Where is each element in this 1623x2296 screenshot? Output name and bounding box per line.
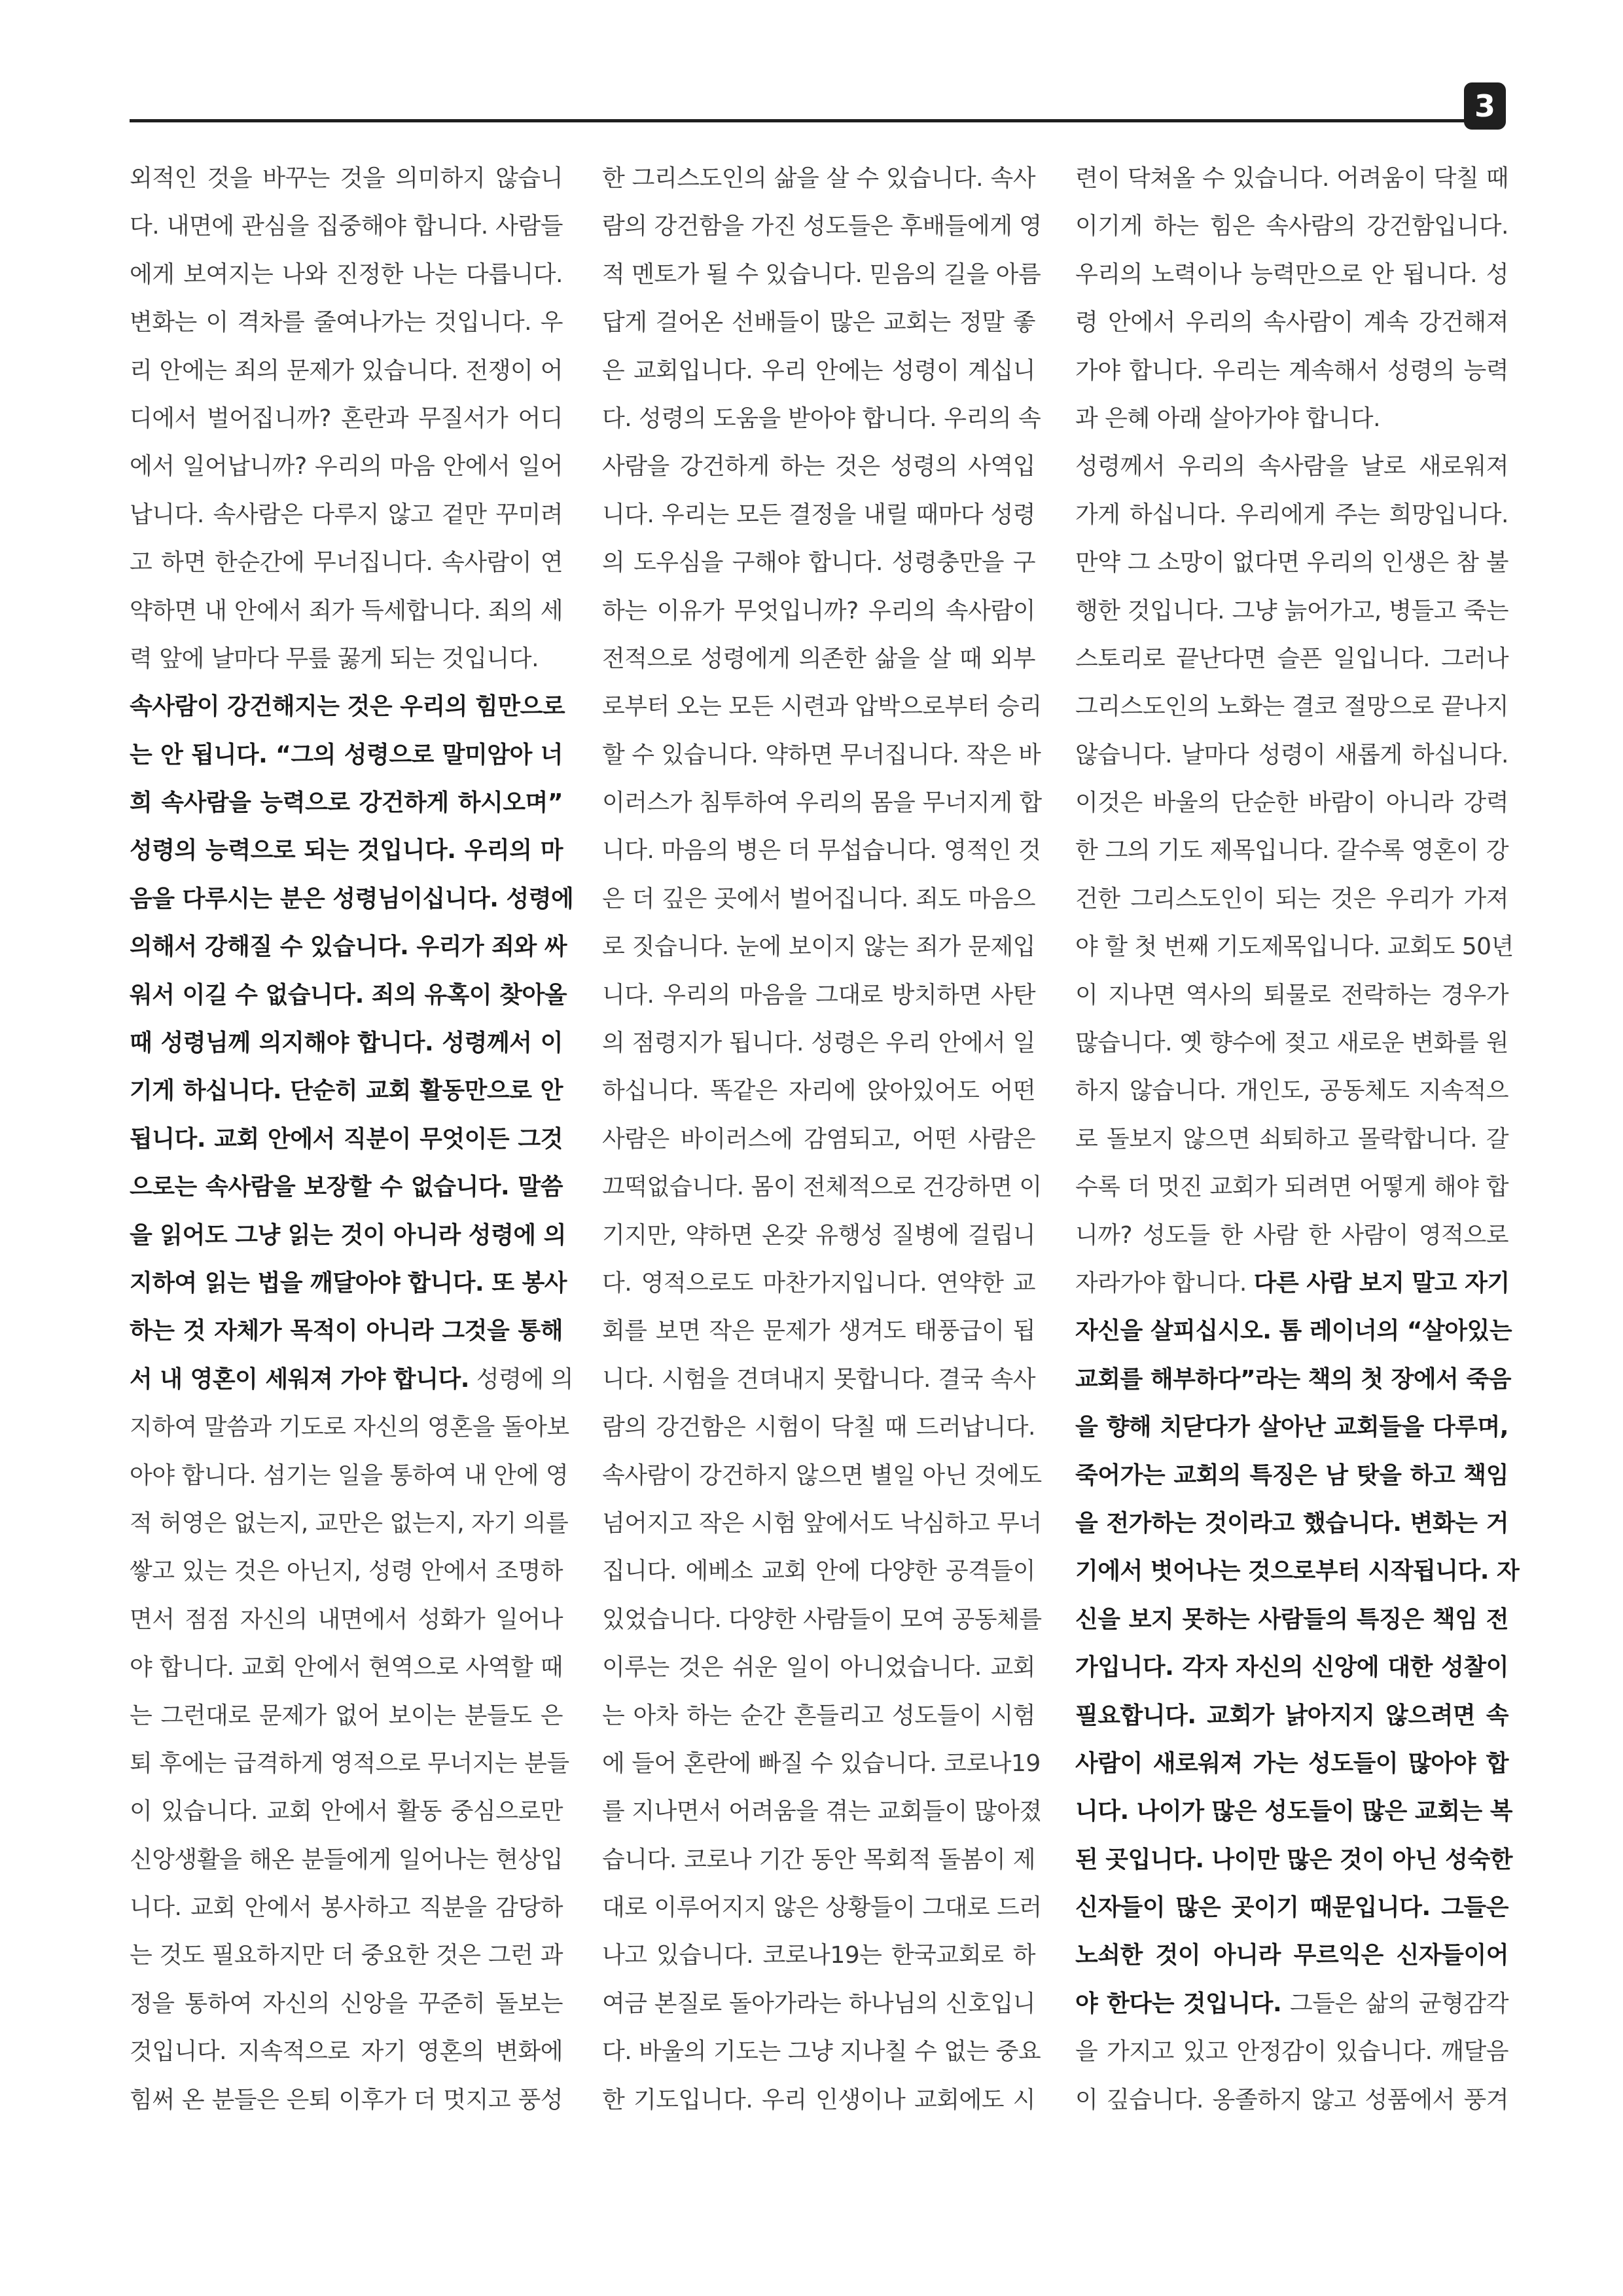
text-line: 필요합니다. 교회가 낡아지지 않으려면 속 xyxy=(1075,1702,1508,1729)
text-line: 때 성령님께 의지해야 합니다. 성령께서 이 xyxy=(130,1030,563,1057)
text-line: 습니다. 코로나 기간 동안 목회적 돌봄이 제 xyxy=(602,1846,1035,1873)
text-line: 에게 보여지는 나와 진정한 나는 다릅니다. xyxy=(130,260,563,288)
text-line: 는 것도 필요하지만 더 중요한 것은 그런 과 xyxy=(130,1942,563,1969)
text-line: 외적인 것을 바꾸는 것을 의미하지 않습니 xyxy=(130,165,563,192)
text-line: 로부터 오는 모든 시련과 압박으로부터 승리 xyxy=(602,693,1042,721)
text-line: 스토리로 끝난다면 슬픈 일입니다. 그러나 xyxy=(1075,645,1508,672)
text-line: 을 전가하는 것이라고 했습니다. 변화는 거 xyxy=(1075,1509,1508,1537)
text-line: 힘써 온 분들은 은퇴 이후가 더 멋지고 풍성 xyxy=(130,2086,563,2113)
text-line: 신앙생활을 해온 분들에게 일어나는 현상입 xyxy=(130,1846,563,1873)
text-line xyxy=(1075,1259,1508,1307)
text-line: 한 그리스도인의 삶을 살 수 있습니다. 속사 xyxy=(602,165,1035,192)
text-line: 속사람이 강건하지 않으면 별일 아닌 것에도 xyxy=(602,1462,1042,1489)
text-line: 음을 다루시는 분은 성령님이십니다. 성령에 xyxy=(130,885,574,912)
text-line: 는 아차 하는 순간 흔들리고 성도들이 시험 xyxy=(602,1702,1035,1729)
text-line: 한 기도입니다. 우리 인생이나 교회에도 시 xyxy=(602,2086,1035,2113)
text-line: 적 멘토가 될 수 있습니다. 믿음의 길을 아름 xyxy=(602,260,1041,288)
text-line: 기지만, 약하면 온갖 유행성 질병에 걸립니 xyxy=(602,1221,1035,1249)
text-line: 이러스가 침투하여 우리의 몸을 무너지게 합 xyxy=(602,789,1042,817)
text-line: 은 더 깊은 곳에서 벌어집니다. 죄도 마음으 xyxy=(602,885,1035,912)
text-line: 가야 합니다. 우리는 계속해서 성령의 능력 xyxy=(1075,357,1508,384)
text-line: 사람은 바이러스에 감염되고, 어떤 사람은 xyxy=(602,1125,1035,1153)
text-line: 워서 이길 수 없습니다. 죄의 유혹이 찾아올 xyxy=(130,981,567,1009)
text-line: 지하여 읽는 법을 깨달아야 합니다. 또 봉사 xyxy=(130,1269,567,1297)
text-line: 다. 바울의 기도는 그냥 지나칠 수 없는 중요 xyxy=(602,2038,1041,2066)
text-line: 야 할 첫 번째 기도제목입니다. 교회도 50년 xyxy=(1075,933,1514,961)
text-line: 은 교회입니다. 우리 안에는 성령이 계십니 xyxy=(602,357,1035,384)
text-line: 집니다. 에베소 교회 안에 다양한 공격들이 xyxy=(602,1558,1035,1585)
text-line: 다. 영적으로도 마찬가지입니다. 연약한 교 xyxy=(602,1269,1035,1297)
text-line: 기에서 벗어나는 것으로부터 시작됩니다. 자 xyxy=(1075,1558,1520,1585)
text-line: 는 안 됩니다. “그의 성령으로 말미암아 너 xyxy=(130,741,563,768)
text-line: 된 곳입니다. 나이만 많은 것이 아닌 성숙한 xyxy=(1075,1846,1513,1873)
text-line: 있었습니다. 다양한 사람들이 모여 공동체를 xyxy=(602,1605,1042,1633)
text-line: 가입니다. 각자 자신의 신앙에 대한 성찰이 xyxy=(1075,1654,1508,1681)
text-line: 의해서 강해질 수 있습니다. 우리가 죄와 싸 xyxy=(130,933,567,961)
text-line: 람의 강건함은 시험이 닥칠 때 드러납니다. xyxy=(602,1414,1035,1441)
text-line: 성령의 능력으로 되는 것입니다. 우리의 마 xyxy=(130,837,563,865)
text-line: 고 하면 한순간에 무너집니다. 속사람이 연 xyxy=(130,549,563,577)
text-line: 퇴 후에는 급격하게 영적으로 무너지는 분들 xyxy=(130,1749,569,1777)
text-column-1 xyxy=(130,154,574,2124)
text-line: 한 그의 기도 제목입니다. 갈수록 영혼이 강 xyxy=(1075,837,1508,865)
text-segment: 야 한다는 것입니다. xyxy=(1075,1990,1282,2017)
text-line: 적 허영은 없는지, 교만은 없는지, 자기 의를 xyxy=(130,1509,569,1537)
text-line: 신자들이 많은 곳이기 때문입니다. 그들은 xyxy=(1075,1894,1508,1922)
text-line: 니다. 마음의 병은 더 무섭습니다. 영적인 것 xyxy=(602,837,1041,865)
text-line: 다. 내면에 관심을 집중해야 합니다. 사람들 xyxy=(130,213,563,240)
text-segment: 서 내 영혼이 세워져 가야 합니다. xyxy=(130,1365,469,1393)
text-line: 이루는 것은 쉬운 일이 아니었습니다. 교회 xyxy=(602,1654,1035,1681)
text-line: 의 도우심을 구해야 합니다. 성령충만을 구 xyxy=(602,549,1035,577)
text-line: 많습니다. 옛 향수에 젖고 새로운 변화를 원 xyxy=(1075,1030,1508,1057)
text-line: 아야 합니다. 섬기는 일을 통하여 내 안에 영 xyxy=(130,1462,569,1489)
text-line: 우리의 노력이나 능력만으로 안 됩니다. 성 xyxy=(1075,260,1508,288)
text-line: 리 안에는 죄의 문제가 있습니다. 전쟁이 어 xyxy=(130,357,563,384)
text-line: 에서 일어납니까? 우리의 마음 안에서 일어 xyxy=(130,453,563,480)
text-line: 쌓고 있는 것은 아닌지, 성령 안에서 조명하 xyxy=(130,1558,563,1585)
text-line: 넘어지고 작은 시험 앞에서도 낙심하고 무너 xyxy=(602,1509,1042,1537)
text-line: 납니다. 속사람은 다루지 않고 겉만 꾸미려 xyxy=(130,501,563,528)
text-line: 지하여 말씀과 기도로 자신의 영혼을 돌아보 xyxy=(130,1414,569,1441)
text-line: 이 지나면 역사의 퇴물로 전락하는 경우가 xyxy=(1075,981,1508,1009)
text-line: 하십니다. 똑같은 자리에 앉아있어도 어떤 xyxy=(602,1077,1035,1105)
text-line: 디에서 벌어집니까? 혼란과 무질서가 어디 xyxy=(130,404,563,432)
text-line: 련이 닥쳐올 수 있습니다. 어려움이 닥칠 때 xyxy=(1075,165,1508,192)
text-line: 전적으로 성령에게 의존한 삶을 살 때 외부 xyxy=(602,645,1035,672)
text-line: 이 있습니다. 교회 안에서 활동 중심으로만 xyxy=(130,1798,563,1825)
text-line: 하는 이유가 무엇입니까? 우리의 속사람이 xyxy=(602,597,1035,624)
text-line: 행한 것입니다. 그냥 늙어가고, 병들고 죽는 xyxy=(1075,597,1508,624)
text-line: 하지 않습니다. 개인도, 공동체도 지속적으 xyxy=(1075,1077,1508,1105)
text-line: 으로는 속사람을 보장할 수 없습니다. 말씀 xyxy=(130,1174,563,1201)
text-line: 야 합니다. 교회 안에서 현역으로 사역할 때 xyxy=(130,1654,563,1681)
text-line: 이것은 바울의 단순한 바람이 아니라 강력 xyxy=(1075,789,1508,817)
text-line: 변화는 이 격차를 줄여나가는 것입니다. 우 xyxy=(130,309,563,336)
text-line: 이 깊습니다. 옹졸하지 않고 성품에서 풍겨 xyxy=(1075,2086,1508,2113)
text-line: 됩니다. 교회 안에서 직분이 무엇이든 그것 xyxy=(130,1125,563,1153)
text-segment: 다른 사람 보지 말고 자기 xyxy=(1253,1269,1510,1297)
text-line: 노쇠한 것이 아니라 무르익은 신자들이어 xyxy=(1075,1942,1508,1969)
text-line: 력 앞에 날마다 무릎 꿇게 되는 것입니다. xyxy=(130,645,539,672)
text-line: 니다. 교회 안에서 봉사하고 직분을 감당하 xyxy=(130,1894,563,1922)
text-line xyxy=(130,1355,573,1403)
text-line: 성령께서 우리의 속사람을 날로 새로워져 xyxy=(1075,453,1508,480)
text-line: 하는 것 자체가 목적이 아니라 그것을 통해 xyxy=(130,1318,563,1345)
text-line: 다. 성령의 도움을 받아야 합니다. 우리의 속 xyxy=(602,404,1041,432)
text-line: 이기게 하는 힘은 속사람의 강건함입니다. xyxy=(1075,213,1508,240)
text-line: 니다. 우리의 마음을 그대로 방치하면 사탄 xyxy=(602,981,1035,1009)
text-line: 는 그런대로 문제가 없어 보이는 분들도 은 xyxy=(130,1702,563,1729)
text-line: 사람을 강건하게 하는 것은 성령의 사역입 xyxy=(602,453,1035,480)
text-line: 니까? 성도들 한 사람 한 사람이 영적으로 xyxy=(1075,1221,1508,1249)
text-line: 만약 그 소망이 없다면 우리의 인생은 참 불 xyxy=(1075,549,1508,577)
text-line: 건한 그리스도인이 되는 것은 우리가 가져 xyxy=(1075,885,1508,912)
text-line: 가게 하십니다. 우리에게 주는 희망입니다. xyxy=(1075,501,1508,528)
text-line: 교회를 해부하다”라는 책의 첫 장에서 죽음 xyxy=(1075,1365,1512,1393)
text-line: 약하면 내 안에서 죄가 득세합니다. 죄의 세 xyxy=(130,597,563,624)
page-number-badge: 3 xyxy=(1464,82,1506,130)
text-line: 답게 걸어온 선배들이 많은 교회는 정말 좋 xyxy=(602,309,1035,336)
text-segment: 성령에 의 xyxy=(469,1365,573,1393)
text-line: 을 읽어도 그냥 읽는 것이 아니라 성령에 의 xyxy=(130,1221,566,1249)
text-line: 면서 점점 자신의 내면에서 성화가 일어나 xyxy=(130,1605,563,1633)
text-line: 여금 본질로 돌아가라는 하나님의 신호입니 xyxy=(602,1990,1035,2017)
text-line: 니다. 시험을 견뎌내지 못합니다. 결국 속사 xyxy=(602,1365,1035,1393)
text-line: 에 들어 혼란에 빠질 수 있습니다. 코로나19 xyxy=(602,1749,1041,1777)
text-line: 할 수 있습니다. 약하면 무너집니다. 작은 바 xyxy=(602,741,1041,768)
text-line: 로 돌보지 않으면 쇠퇴하고 몰락합니다. 갈 xyxy=(1075,1125,1508,1153)
text-line: 을 향해 치닫다가 살아난 교회들을 다루며, xyxy=(1075,1414,1508,1441)
text-line: 람의 강건함을 가진 성도들은 후배들에게 영 xyxy=(602,213,1042,240)
text-line: 니다. 나이가 많은 성도들이 많은 교회는 복 xyxy=(1075,1798,1513,1825)
text-line: 죽어가는 교회의 특징은 남 탓을 하고 책임 xyxy=(1075,1462,1508,1489)
text-column-3 xyxy=(1075,154,1520,2124)
text-line: 니다. 우리는 모든 결정을 내릴 때마다 성령 xyxy=(602,501,1035,528)
text-line: 속사람이 강건해지는 것은 우리의 힘만으로 xyxy=(130,693,565,721)
text-line: 기게 하십니다. 단순히 교회 활동만으로 안 xyxy=(130,1077,563,1105)
text-column-2 xyxy=(602,154,1042,2124)
text-segment: 자라가야 합니다. xyxy=(1075,1269,1254,1297)
text-line: 과 은혜 아래 살아가야 합니다. xyxy=(1075,404,1381,432)
text-line xyxy=(1075,1980,1508,2028)
text-line: 것입니다. 지속적으로 자기 영혼의 변화에 xyxy=(130,2038,563,2066)
text-line: 신을 보지 못하는 사람들의 특징은 책임 전 xyxy=(1075,1605,1508,1633)
text-line: 로 짓습니다. 눈에 보이지 않는 죄가 문제입 xyxy=(602,933,1035,961)
text-line: 대로 이루어지지 않은 상황들이 그대로 드러 xyxy=(602,1894,1042,1922)
text-line: 을 가지고 있고 안정감이 있습니다. 깨달음 xyxy=(1075,2038,1508,2066)
text-line: 자신을 살피십시오. 톰 레이너의 “살아있는 xyxy=(1075,1318,1512,1345)
text-segment: 그들은 삶의 균형감각 xyxy=(1281,1990,1508,2017)
text-line: 령 안에서 우리의 속사람이 계속 강건해져 xyxy=(1075,309,1508,336)
text-line: 않습니다. 날마다 성령이 새롭게 하십니다. xyxy=(1075,741,1508,768)
text-line: 희 속사람을 능력으로 강건하게 하시오며” xyxy=(130,789,563,817)
header-rule xyxy=(130,119,1470,122)
text-line: 끄떡없습니다. 몸이 전체적으로 건강하면 이 xyxy=(602,1174,1042,1201)
text-line: 그리스도인의 노화는 결코 절망으로 끝나지 xyxy=(1075,693,1508,721)
text-line: 정을 통하여 자신의 신앙을 꾸준히 돌보는 xyxy=(130,1990,563,2017)
text-line: 나고 있습니다. 코로나19는 한국교회로 하 xyxy=(602,1942,1035,1969)
text-line: 를 지나면서 어려움을 겪는 교회들이 많아졌 xyxy=(602,1798,1042,1825)
text-line: 회를 보면 작은 문제가 생겨도 태풍급이 됩 xyxy=(602,1318,1035,1345)
text-line: 의 점령지가 됩니다. 성령은 우리 안에서 일 xyxy=(602,1030,1035,1057)
text-line: 사람이 새로워져 가는 성도들이 많아야 합 xyxy=(1075,1749,1508,1777)
text-line: 수록 더 멋진 교회가 되려면 어떻게 해야 합 xyxy=(1075,1174,1508,1201)
